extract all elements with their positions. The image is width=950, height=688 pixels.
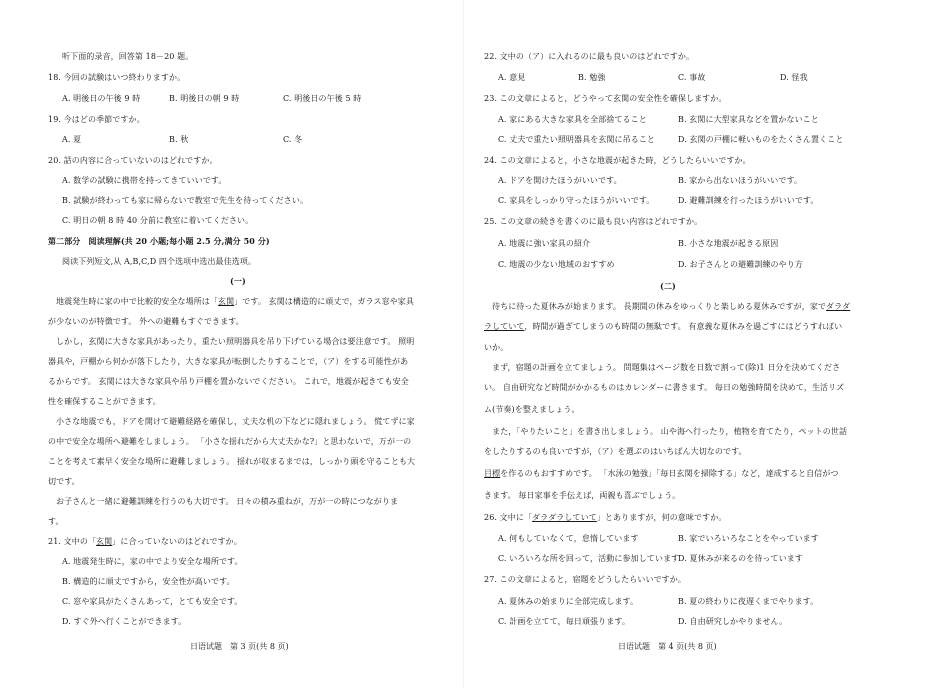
passage-1-line: 小さな地震でも，ドアを開けて避難経路を確保し，丈夫な机の下などに隠れましょう。 慌てずに家 [56, 417, 415, 426]
question-26-option-d: D. 夏休みが来るのを待っています [678, 554, 803, 563]
question-26-option-a: A. 何もしていなくて，怠惰しています [498, 534, 639, 543]
page-3-footer: 日语试题 第 3 页(共 8 页) [190, 642, 289, 651]
question-18-option-a: A. 明後日の午後 9 時 [62, 94, 141, 103]
passage-2-line: また，「やりたいこと」を書き出しましょう。 山や海へ行ったり，植物を育てたり，ペットの世話 [492, 427, 848, 436]
question-24-option-d: D. 避難訓練を行ったほうがいいです。 [678, 196, 819, 205]
question-25-option-c: C. 地震の少ない地域のおすすめ [498, 260, 615, 269]
question-27-option-c: C. 計画を立てて，毎日頑張ります。 [498, 617, 630, 626]
passage-1-line: ことを考えて素早く安全な場所に避難しましょう。 揺れが収まるまでは，しっかり頭を守ることも大 [48, 457, 416, 466]
question-23-option-c: C. 丈夫で重たい照明器具を玄関に吊ること [498, 135, 656, 144]
question-21-stem: 21. 文中の「玄関」に合っていないのはどれですか。 [48, 537, 242, 546]
passage-1-line: す。 [48, 517, 64, 526]
question-27-option-d: D. 自由研究しかやりません。 [678, 617, 788, 626]
question-27-option-b: B. 夏の終わりに夜遅くまでやります。 [678, 597, 819, 606]
passage-2-line: 待ちに待った夏休みが始まります。 長期間の休みをゆっくりと楽しめる夏休みですが，家でダラダ [492, 302, 851, 311]
passage-1-line: 地震発生時に家の中で比較的安全な場所は「玄関」です。 玄関は構造的に頑丈で，ガラス窓や家具 [56, 297, 415, 306]
question-26-stem: 26. 文中に「ダラダラしていて」とありますが，何の意味ですか。 [484, 513, 727, 522]
passage-1-line: 器具や，戸棚から何かが落下したり，大きな家具が転倒したりすることで，（ア）をする可能性があ [48, 357, 409, 366]
passage-1-line: しかし，玄関に大きな家具があったり，重たい照明器具を吊り下げている場合は要注意です。 照明 [56, 337, 415, 346]
question-20-option-c: C. 明日の朝 8 時 40 分前に教室に着いてください。 [62, 216, 254, 225]
question-21-option-d: D. すぐ外へ行くことができます。 [62, 617, 187, 626]
question-22-option-b: B. 勉強 [578, 73, 606, 82]
question-20-option-a: A. 数学の試験に携帯を持ってきていいです。 [62, 176, 227, 185]
question-19-option-c: C. 冬 [283, 135, 303, 144]
question-20-option-b: B. 試験が終わっても家に帰らないで教室で先生を待ってください。 [62, 196, 309, 205]
part2-instruction: 阅读下列短文,从 A,B,C,D 四个选项中选出最佳选项。 [62, 257, 257, 266]
question-25-option-b: B. 小さな地震が起きる原因 [678, 239, 779, 248]
question-27-option-a: A. 夏休みの始まりに全部完成します。 [498, 597, 639, 606]
listening-instruction: 听下面的录音，回答第 18－20 题。 [62, 52, 194, 61]
passage-2-line: まず，宿題の計画を立てましょう。 問題集はページ数を日数で割って(除)1 日分を決めてくださ [492, 363, 841, 372]
question-19-stem: 19. 今はどの季節ですか。 [48, 115, 145, 124]
passage-2-line: 目標を作るのもおすすめです。 「水泳の勉強」「毎日玄関を掃除する」など，達成すると自信がつ [484, 469, 839, 478]
question-21-option-c: C. 窓や家具がたくさんあって，とても安全です。 [62, 597, 243, 606]
question-25-stem: 25. この文章の続きを書くのに最も良い内容はどれですか。 [484, 217, 703, 226]
question-22-option-c: C. 事故 [678, 73, 706, 82]
question-21-option-a: A. 地震発生時に，家の中でより安全な場所です。 [62, 557, 243, 566]
question-23-option-b: B. 玄関に大型家具などを置かないこと [678, 115, 819, 124]
section-2-title: (二) [660, 281, 676, 291]
question-24-stem: 24. この文章によると，小さな地震が起きた時，どうしたらいいですか。 [484, 156, 751, 165]
question-20-stem: 20. 話の内容に合っていないのはどれですか。 [48, 156, 218, 165]
passage-2-line: きます。 毎日家事を手伝えば，両親も喜ぶでしょう。 [484, 491, 681, 500]
exam-page-3 [0, 0, 470, 688]
question-25-option-a: A. 地震に強い家具の紹介 [498, 239, 591, 248]
passage-1-line: 切です。 [48, 477, 80, 486]
question-19-option-b: B. 秋 [169, 135, 189, 144]
question-19-option-a: A. 夏 [62, 135, 82, 144]
question-18-option-b: B. 明後日の朝 9 時 [169, 94, 240, 103]
passage-2-line: ラしていて，時間が過ぎてしまうのも時間の無駄です。 有意義な夏休みを過ごすにはどうすればい [484, 322, 843, 331]
question-27-stem: 27. この文章によると，宿題をどうしたらいいですか。 [484, 575, 686, 584]
question-23-stem: 23. この文章によると，どうやって玄関の安全性を確保しますか。 [484, 94, 727, 103]
question-24-option-a: A. ドアを開けたほうがいいです。 [498, 176, 622, 185]
question-25-option-d: D. お子さんとの避難訓練のやり方 [678, 260, 803, 269]
question-23-option-a: A. 家にある大きな家具を全部捨てること [498, 115, 647, 124]
question-18-stem: 18. 今回の試験はいつ終わりますか。 [48, 73, 186, 82]
passage-2-line: ム(节奏)を整えましょう。 [484, 405, 580, 414]
question-24-option-b: B. 家から出ないほうがいいです。 [678, 176, 803, 185]
question-26-option-c: C. いろいろな所を回って，活動に参加しています [498, 554, 680, 563]
question-21-option-b: B. 構造的に頑丈ですから，安全性が高いです。 [62, 577, 235, 586]
question-22-option-d: D. 怪我 [780, 73, 808, 82]
passage-2-line: い。 自由研究など時間がかかるものはカレンダーに書きます。 毎日の勉強時間を決めて，生活リズ [484, 383, 845, 392]
question-18-option-c: C. 明後日の午後 5 時 [283, 94, 362, 103]
passage-1-line: 性を確保することができます。 [48, 397, 161, 406]
passage-1-line: お子さんと一緒に避難訓練を行うのも大切です。 日々の積み重ねが，万が一の時につながりま [56, 497, 399, 506]
part2-heading: 第二部分 阅读理解(共 20 小题;每小题 2.5 分,满分 50 分) [48, 236, 270, 246]
question-22-option-a: A. 意見 [498, 73, 526, 82]
page-4-footer: 日语试题 第 4 页(共 8 页) [618, 642, 717, 651]
passage-2-line: いか。 [484, 343, 509, 352]
question-26-option-b: B. 家でいろいろなことをやっています [678, 534, 819, 543]
question-24-option-c: C. 家具をしっかり守ったほうがいいです。 [498, 196, 655, 205]
passage-2-line: をしたりするのも良いですが，（ア）を選ぶのはいちばん大切なのです。 [484, 447, 747, 456]
passage-1-line: が少ないのが特徴です。 外への避難もすぐできます。 [48, 317, 244, 326]
exam-page-4 [470, 0, 950, 688]
question-22-stem: 22. 文中の（ア）に入れるのに最も良いのはどれですか。 [484, 52, 695, 61]
question-23-option-d: D. 玄関の戸棚に軽いものをたくさん置くこと [678, 135, 844, 144]
passage-1-line: の中で安全な場所へ避難をしましょう。 「小さな揺れだから大丈夫かな?」と思わないで，万が一の [48, 437, 412, 446]
section-1-title: (一) [230, 276, 246, 286]
passage-1-line: るからです。 玄関には大きな家具や吊り戸棚を置かないでください。 これで，地震が起きても安全 [48, 377, 409, 386]
